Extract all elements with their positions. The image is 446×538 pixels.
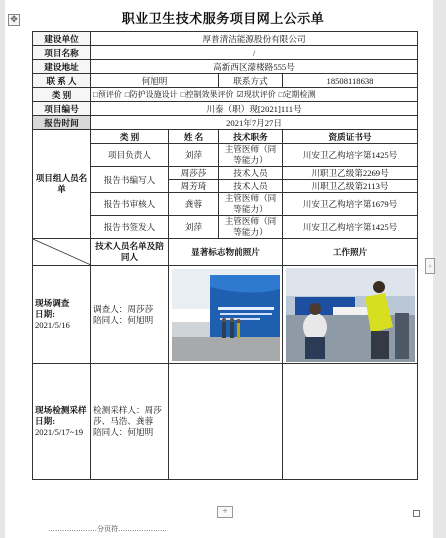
label-address: 建设地址 bbox=[33, 60, 91, 74]
document-title: 职业卫生技术服务项目网上公示单 bbox=[121, 11, 325, 26]
sampling-info bbox=[33, 364, 91, 480]
work-photo[interactable] bbox=[285, 267, 416, 363]
staff-name[interactable]: 刘萍 bbox=[169, 144, 219, 167]
staff-row bbox=[33, 216, 418, 239]
page-break-marker: …………………分页符………………… bbox=[48, 525, 167, 533]
category-option-label: 防护设施设计 bbox=[129, 90, 178, 99]
site-header-row bbox=[33, 239, 418, 266]
row-report-time bbox=[33, 116, 418, 130]
survey-date-label: 日期: bbox=[35, 309, 56, 319]
staff-cert: 川安卫乙构培字第1425号 bbox=[283, 144, 418, 167]
label-category: 类 别 bbox=[33, 88, 91, 102]
category-option-label: 控制效果评价 bbox=[185, 90, 234, 99]
checkbox-icon[interactable]: □ bbox=[278, 90, 284, 99]
staff-cert: 川安卫乙构培字第1425号 bbox=[283, 216, 418, 239]
category-option[interactable] bbox=[125, 90, 178, 99]
survey-date: 2021/5/16 bbox=[35, 320, 70, 330]
landmark-photo-cell bbox=[169, 266, 283, 364]
label-unit: 建设单位 bbox=[33, 32, 91, 46]
sampling-date-label: 日期: bbox=[35, 416, 56, 426]
header-category: 类 别 bbox=[91, 130, 169, 144]
category-option-label: 现状评价 bbox=[243, 90, 276, 99]
header-name: 姓 名 bbox=[169, 130, 219, 144]
survey-investigator: 调查人：周莎莎 bbox=[93, 303, 154, 314]
landmark-photo[interactable] bbox=[170, 267, 282, 363]
sampling-escort: 陪同人：何旭明 bbox=[93, 427, 154, 437]
header-site-staff: 技术人员名单及陪同人 bbox=[91, 239, 169, 266]
header-work-photo: 工作照片 bbox=[283, 239, 418, 266]
work-photo-cell bbox=[283, 266, 418, 364]
label-project-no: 项目编号 bbox=[33, 102, 91, 116]
staff-title: 主管医师（同等能力） bbox=[219, 193, 283, 216]
staff-title: 技术人员 bbox=[219, 167, 283, 180]
header-title: 技术职务 bbox=[219, 130, 283, 144]
survey-people bbox=[91, 266, 169, 364]
value-address[interactable]: 高新西区濛楼路555号 bbox=[91, 60, 418, 74]
header-landmark-photo: 显著标志物前照片 bbox=[169, 239, 283, 266]
label-project-name: 项目名称 bbox=[33, 46, 91, 60]
add-row-button[interactable]: + bbox=[217, 506, 233, 518]
category-option[interactable] bbox=[279, 90, 316, 99]
row-address bbox=[33, 60, 418, 74]
diagonal-cell bbox=[33, 239, 91, 266]
label-contact: 联 系 人 bbox=[33, 74, 91, 88]
category-option[interactable] bbox=[93, 90, 122, 99]
value-unit[interactable]: 厚普清洁能源股份有限公司 bbox=[91, 32, 418, 46]
value-phone[interactable]: 18508118638 bbox=[283, 74, 418, 88]
staff-name[interactable]: 周芳琦 bbox=[169, 180, 219, 193]
checkbox-icon[interactable]: □ bbox=[124, 90, 130, 99]
side-tab-icon[interactable]: › bbox=[425, 258, 435, 274]
value-project-no[interactable]: 川泰（职）现[2021]111号 bbox=[91, 102, 418, 116]
staff-cert: 川职卫乙级第2269号 bbox=[283, 167, 418, 180]
staff-name[interactable]: 周莎莎 bbox=[169, 167, 219, 180]
disclosure-form-table bbox=[32, 31, 418, 480]
row-project-name bbox=[33, 46, 418, 60]
category-option-label: 预评价 bbox=[97, 90, 122, 99]
sampling-row bbox=[33, 364, 418, 480]
sampling-work-cell[interactable] bbox=[283, 364, 418, 480]
label-report-time: 报告时间 bbox=[33, 116, 91, 130]
staff-header-row bbox=[33, 130, 418, 144]
staff-cert: 川安卫乙构培字第1679号 bbox=[283, 193, 418, 216]
row-contact bbox=[33, 74, 418, 88]
diagonal-line bbox=[33, 239, 91, 265]
staff-name[interactable]: 龚蓉 bbox=[169, 193, 219, 216]
sampling-title: 现场检测采样 bbox=[35, 405, 87, 415]
staff-role: 报告书签发人 bbox=[91, 216, 169, 239]
category-option[interactable] bbox=[181, 90, 234, 99]
staff-title: 主管医师（同等能力） bbox=[219, 216, 283, 239]
table-move-handle[interactable]: ✥ bbox=[8, 14, 20, 26]
value-contact[interactable]: 何旭明 bbox=[91, 74, 219, 88]
label-phone: 联系方式 bbox=[219, 74, 283, 88]
value-project-name[interactable]: / bbox=[91, 46, 418, 60]
staff-title: 主管医师（同等能力） bbox=[219, 144, 283, 167]
sampling-date: 2021/5/17~19 bbox=[35, 427, 84, 437]
staff-name[interactable]: 刘萍 bbox=[169, 216, 219, 239]
survey-title: 现场调查 bbox=[35, 298, 70, 308]
staff-role: 报告书编写人 bbox=[91, 167, 169, 193]
sampling-photo-cell[interactable] bbox=[169, 364, 283, 480]
staff-role: 项目负责人 bbox=[91, 144, 169, 167]
survey-info bbox=[33, 266, 91, 364]
header-cert: 资质证书号 bbox=[283, 130, 418, 144]
staff-cert: 川职卫乙级第2113号 bbox=[283, 180, 418, 193]
table-resize-handle[interactable] bbox=[413, 510, 420, 517]
row-category bbox=[33, 88, 418, 102]
sampling-sampler: 检测采样人：周莎莎、马浩、龚蓉 bbox=[93, 405, 162, 426]
survey-escort: 陪同人：何旭明 bbox=[93, 314, 154, 325]
value-report-time[interactable]: 2021年7月27日 bbox=[91, 116, 418, 130]
survey-row bbox=[33, 266, 418, 364]
staff-row bbox=[33, 144, 418, 167]
checkbox-icon[interactable]: □ bbox=[93, 90, 98, 99]
staff-row bbox=[33, 167, 418, 180]
staff-role: 报告书审核人 bbox=[91, 193, 169, 216]
category-option-label: 定期检测 bbox=[283, 90, 316, 99]
row-project-no bbox=[33, 102, 418, 116]
staff-row bbox=[33, 193, 418, 216]
checkbox-icon[interactable]: □ bbox=[180, 90, 186, 99]
staff-title: 技术人员 bbox=[219, 180, 283, 193]
sampling-people bbox=[91, 364, 169, 480]
category-options bbox=[91, 88, 418, 102]
category-option[interactable] bbox=[237, 90, 276, 99]
staff-group-label: 项目组人员名单 bbox=[33, 130, 91, 239]
row-unit bbox=[33, 32, 418, 46]
checkbox-checked-icon[interactable]: ☑ bbox=[236, 90, 244, 99]
